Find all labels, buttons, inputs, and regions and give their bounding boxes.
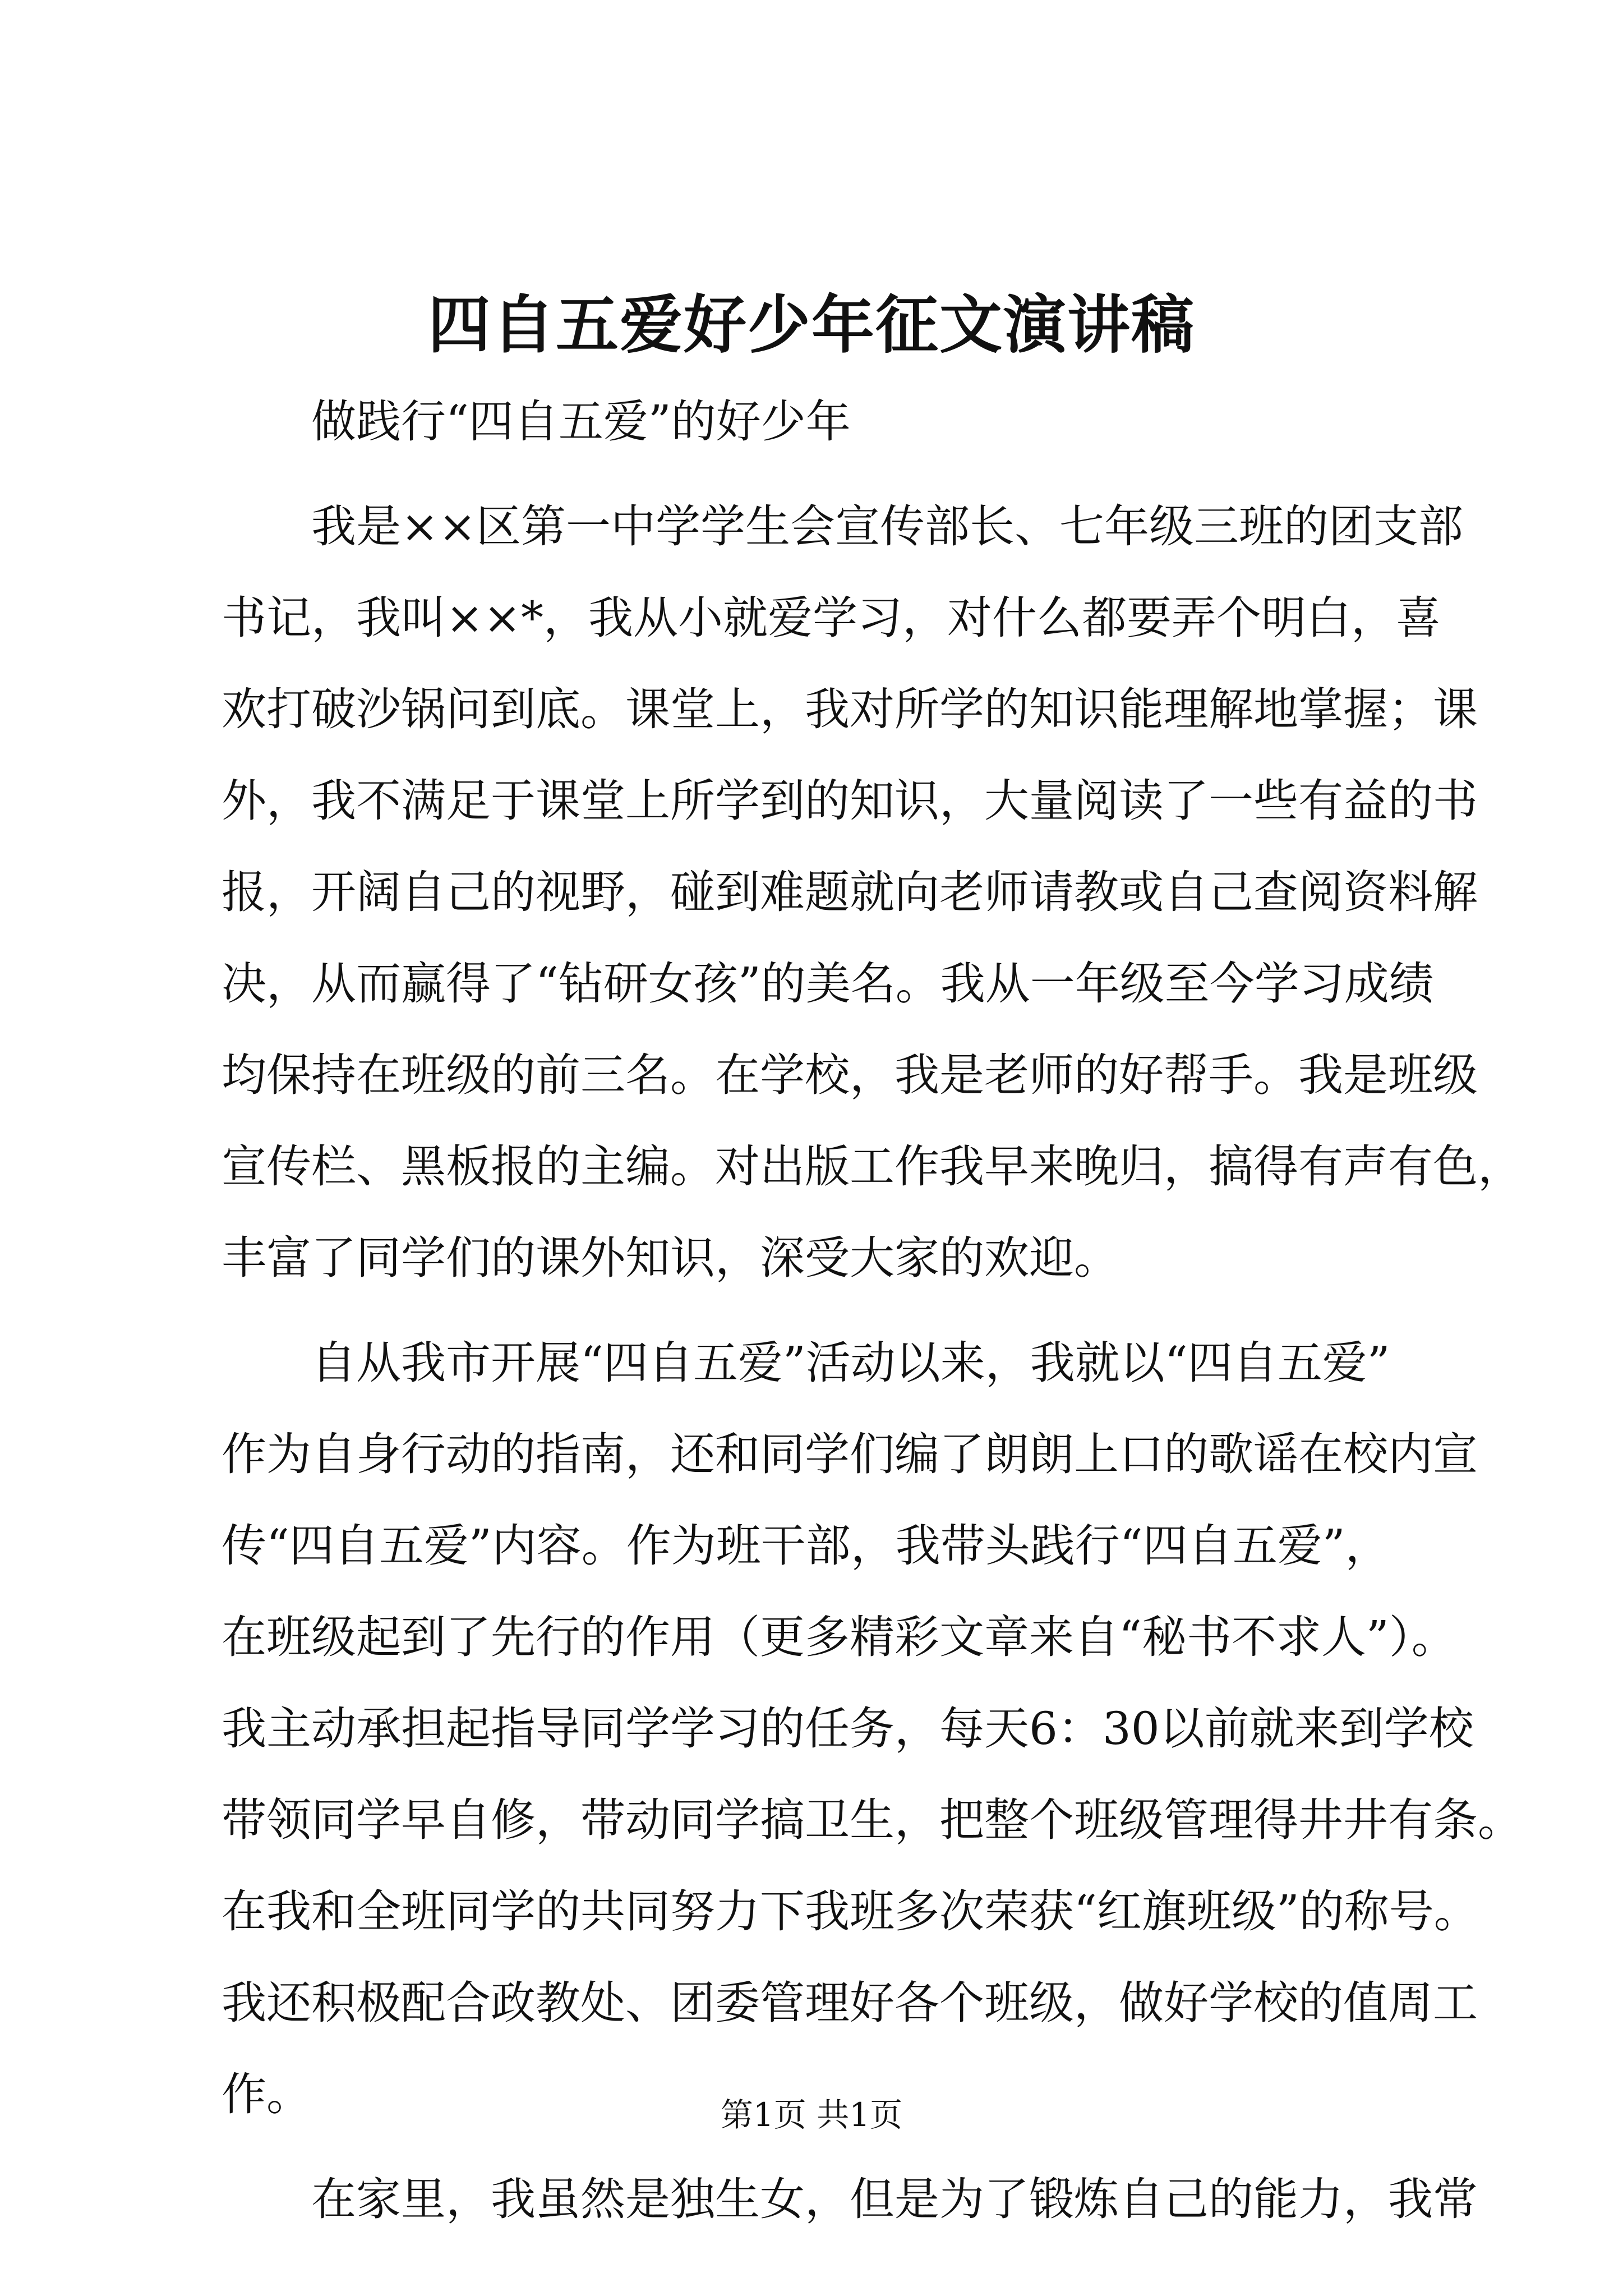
paragraph-1-line-8: 宣传栏、黑板报的主编。对出版工作我早来晚归，搞得有声有色，	[222, 1140, 1523, 1193]
paragraph-2-line-1: 自从我市开展“四自五爱”活动以来，我就以“四自五爱”	[311, 1337, 1390, 1389]
paragraph-1-line-4: 外，我不满足于课堂上所学到的知识，大量阅读了一些有益的书	[222, 775, 1478, 827]
paragraph-1-line-1: 我是××区第一中学学生会宣传部长、七年级三班的团支部	[311, 500, 1464, 553]
paragraph-1-line-3: 欢打破沙锅问到底。课堂上，我对所学的知识能理解地掌握；课	[222, 683, 1478, 735]
paragraph-1-line-2: 书记，我叫××*，我从小就爱学习，对什么都要弄个明白，喜	[222, 592, 1441, 644]
paragraph-2-line-8: 我还积极配合政教处、团委管理好各个班级，做好学校的值周工	[222, 1977, 1478, 2029]
paragraph-1-line-9: 丰富了同学们的课外知识，深受大家的欢迎。	[222, 1232, 1119, 1284]
paragraph-1-line-6: 决，从而赢得了“钻研女孩”的美名。我从一年级至今学习成绩	[222, 958, 1434, 1010]
paragraph-2-line-9: 作。	[222, 2068, 311, 2120]
paragraph-2-line-5: 我主动承担起指导同学学习的任务，每天6：30以前就来到学校	[222, 1703, 1474, 1755]
document-title: 四自五爱好少年征文演讲稿	[428, 288, 1195, 362]
paragraph-3-line-1: 在家里，我虽然是独生女，但是为了锻炼自己的能力，我常	[311, 2173, 1478, 2225]
paragraph-2-line-2: 作为自身行动的指南，还和同学们编了朗朗上口的歌谣在校内宣	[222, 1428, 1478, 1480]
paragraph-2-line-3: 传“四自五爱”内容。作为班干部，我带头践行“四自五爱”，	[222, 1520, 1390, 1572]
paragraph-2-line-6: 带领同学早自修，带动同学搞卫生，把整个班级管理得井井有条。	[222, 1794, 1523, 1846]
paragraph-1-line-5: 报，开阔自己的视野，碰到难题就向老师请教或自己查阅资料解	[222, 866, 1478, 918]
page-footer: 第1页 共1页	[720, 2096, 903, 2134]
paragraph-1-line-7: 均保持在班级的前三名。在学校，我是老师的好帮手。我是班级	[222, 1049, 1478, 1101]
document-body	[222, 376, 1523, 2245]
paragraph-2-line-4: 在班级起到了先行的作用（更多精彩文章来自“秘书不求人”）。	[222, 1611, 1456, 1663]
subtitle-line: 做践行“四自五爱”的好少年	[311, 395, 851, 448]
paragraph-2-line-7: 在我和全班同学的共同努力下我班多次荣获“红旗班级”的称号。	[222, 1885, 1479, 1938]
